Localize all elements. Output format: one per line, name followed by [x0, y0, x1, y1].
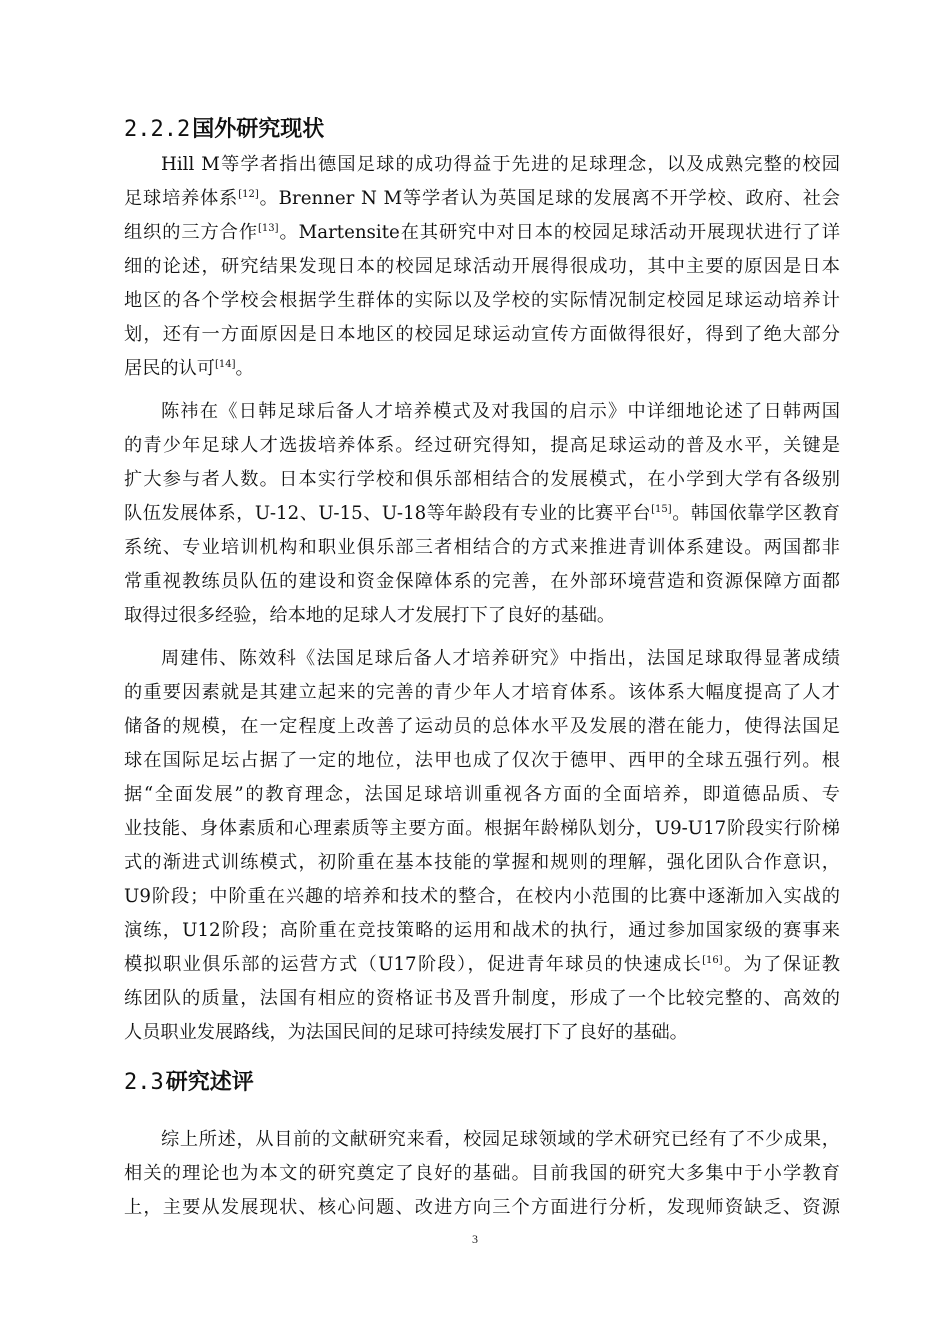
line-text: U9阶段；中阶重在兴趣的培养和技术的整合，在校内小范围的比赛中逐渐加入实战的	[124, 886, 840, 907]
line-text: 的青少年足球人才选拔培养体系。经过研究得知，提高足球运动的普及水平，关键是	[124, 435, 840, 456]
line-text-after-citation: 。韩国依靠学区教育	[671, 503, 840, 524]
text-line	[124, 429, 840, 463]
line-text-after-citation: 。	[235, 358, 254, 379]
text-line	[124, 463, 840, 497]
text-line	[124, 676, 840, 710]
line-text: 据“全面发展”的教育理念，法国足球培训重视各方面的全面培养，即道德品质、专	[124, 784, 840, 805]
section-number: 2.3	[124, 1070, 164, 1095]
text-line	[124, 531, 840, 565]
line-text: 模拟职业俱乐部的运营方式（U17阶段），促进青年球员的快速成长	[124, 954, 703, 975]
line-text: 上，主要从发展现状、核心问题、改进方向三个方面进行分析，发现师资缺乏、资源	[124, 1197, 840, 1218]
text-line	[161, 395, 840, 429]
text-line	[124, 846, 840, 880]
text-line	[124, 812, 840, 846]
text-line	[124, 1191, 840, 1225]
line-text: 取得过很多经验，给本地的足球人才发展打下了良好的基础。	[124, 605, 616, 626]
line-text: 陈祎在《日韩足球后备人才培养模式及对我国的启示》中详细地论述了日韩两国	[161, 401, 840, 422]
text-line	[124, 1157, 840, 1191]
text-line	[124, 744, 840, 778]
line-text: 演练，U12阶段；高阶重在竞技策略的运用和战术的执行，通过参加国家级的赛事来	[124, 920, 840, 941]
text-line	[124, 284, 840, 318]
line-text: 综上所述，从目前的文献研究来看，校园足球领域的学术研究已经有了不少成果，	[161, 1129, 840, 1150]
line-text: 储备的规模，在一定程度上改善了运动员的总体水平及发展的潜在能力，使得法国足	[124, 716, 840, 737]
citation-ref: [14]	[214, 359, 236, 370]
line-text: Hill M等学者指出德国足球的成功得益于先进的足球理念，以及成熟完整的校园	[161, 154, 840, 175]
line-text: 业技能、身体素质和心理素质等主要方面。根据年龄梯队划分，U9-U17阶段实行阶梯	[124, 818, 840, 839]
line-text: 队伍发展体系，U-12、U-15、U-18等年龄段有专业的比赛平台	[124, 503, 652, 524]
line-text: 划，还有一方面原因是日本地区的校园足球运动宣传方面做得很好，得到了绝大部分	[124, 324, 840, 345]
text-line	[124, 216, 840, 250]
line-text: 地区的各个学校会根据学生群体的实际以及学校的实际情况制定校园足球运动培养计	[124, 290, 840, 311]
line-text-after-citation: 。Martensite在其研究中对日本的校园足球活动开展现状进行了详	[278, 222, 840, 243]
text-line	[124, 982, 840, 1016]
text-line	[124, 497, 840, 531]
line-text: 居民的认可	[124, 358, 215, 379]
section-title: 研究述评	[165, 1070, 254, 1095]
citation-ref: [13]	[257, 223, 279, 234]
text-line	[124, 778, 840, 812]
section-title: 国外研究现状	[192, 117, 325, 142]
line-text-after-citation: 。为了保证教	[722, 954, 840, 975]
text-line	[124, 880, 840, 914]
text-line	[124, 182, 840, 216]
citation-ref: [12]	[238, 189, 259, 200]
line-text: 相关的理论也为本文的研究奠定了良好的基础。目前我国的研究大多集中于小学教育	[124, 1163, 840, 1184]
line-text: 周建伟、陈效科《法国足球后备人才培养研究》中指出，法国足球取得显著成绩	[161, 648, 840, 669]
line-text: 组织的三方合作	[124, 222, 258, 243]
line-text: 扩大参与者人数。日本实行学校和俱乐部相结合的发展模式，在小学到大学有各级别	[124, 469, 840, 490]
section-number: 2.2.2	[124, 117, 191, 142]
page-number: 3	[472, 1232, 478, 1246]
text-line	[124, 914, 840, 948]
text-line	[124, 250, 840, 284]
text-line	[124, 1016, 840, 1050]
line-text: 细的论述，研究结果发现日本的校园足球活动开展得很成功，其中主要的原因是日本	[124, 256, 840, 277]
text-line	[124, 948, 840, 982]
line-text: 人员职业发展路线，为法国民间的足球可持续发展打下了良好的基础。	[124, 1022, 688, 1043]
line-text: 足球培养体系	[124, 188, 239, 209]
line-text: 系统、专业培训机构和职业俱乐部三者相结合的方式来推进青训体系建设。两国都非	[124, 537, 840, 558]
text-line	[124, 318, 840, 352]
line-text: 常重视教练员队伍的建设和资金保障体系的完善，在外部环境营造和资源保障方面都	[124, 571, 840, 592]
line-text: 式的渐进式训练模式，初阶重在基本技能的掌握和规则的理解，强化团队合作意识，	[124, 852, 840, 873]
line-text: 球在国际足坛占据了一定的地位，法甲也成了仅次于德甲、西甲的全球五强行列。根	[124, 750, 840, 771]
line-text-after-citation: 。Brenner N M等学者认为英国足球的发展离不开学校、政府、社会	[258, 188, 840, 209]
text-line	[124, 565, 840, 599]
line-text: 的重要因素就是其建立起来的完善的青少年人才培育体系。该体系大幅度提高了人才	[124, 682, 840, 703]
section-heading-2-3	[124, 1068, 254, 1098]
text-line	[124, 599, 840, 633]
line-text: 练团队的质量，法国有相应的资格证书及晋升制度，形成了一个比较完整的、高效的	[124, 988, 840, 1009]
text-line	[161, 148, 840, 182]
citation-ref: [15]	[651, 504, 672, 515]
section-heading-2-2-2	[124, 115, 324, 145]
text-line	[124, 352, 840, 386]
text-line	[161, 642, 840, 676]
text-line	[161, 1123, 840, 1157]
text-line	[124, 710, 840, 744]
citation-ref: [16]	[702, 955, 723, 966]
